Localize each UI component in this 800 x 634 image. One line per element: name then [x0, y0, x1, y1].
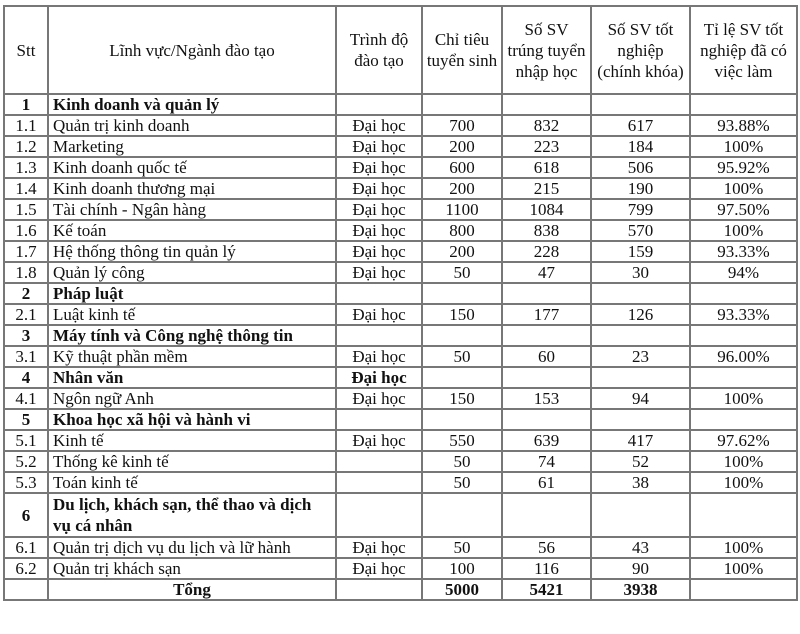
row-graduated: [591, 367, 690, 388]
total-stt: [4, 579, 48, 600]
row-employed-rate: 100%: [690, 388, 797, 409]
row-training-level: Đại học: [336, 346, 422, 367]
table-row: [4, 304, 797, 325]
row-admitted: 832: [502, 115, 591, 136]
row-admitted: 56: [502, 537, 591, 558]
row-graduated: 30: [591, 262, 690, 283]
total-quota: 5000: [422, 579, 502, 600]
row-graduated: 190: [591, 178, 690, 199]
row-stt: 1.2: [4, 136, 48, 157]
row-name: Tài chính - Ngân hàng: [48, 199, 336, 220]
table-row: [4, 115, 797, 136]
row-quota: 200: [422, 178, 502, 199]
group-header-row: [4, 367, 797, 388]
row-quota: 550: [422, 430, 502, 451]
row-graduated: 23: [591, 346, 690, 367]
row-quota: [422, 94, 502, 115]
row-stt: 1.6: [4, 220, 48, 241]
header-enrollment-quota: Chỉ tiêu tuyển sinh: [422, 6, 502, 94]
table-row: [4, 262, 797, 283]
row-stt: 4: [4, 367, 48, 388]
row-quota: [422, 493, 502, 537]
row-quota: 50: [422, 262, 502, 283]
table-row: [4, 220, 797, 241]
row-quota: 200: [422, 136, 502, 157]
row-name: Quản lý công: [48, 262, 336, 283]
row-training-level: Đại học: [336, 136, 422, 157]
row-graduated: 159: [591, 241, 690, 262]
row-training-level: Đại học: [336, 115, 422, 136]
row-quota: 50: [422, 451, 502, 472]
row-admitted: [502, 94, 591, 115]
row-name: Ngôn ngữ Anh: [48, 388, 336, 409]
row-name: Kinh doanh quốc tế: [48, 157, 336, 178]
row-training-level: [336, 451, 422, 472]
row-admitted: [502, 409, 591, 430]
row-graduated: 94: [591, 388, 690, 409]
row-stt: 6.1: [4, 537, 48, 558]
group-header-row: [4, 283, 797, 304]
row-name: Quản trị dịch vụ du lịch và lữ hành: [48, 537, 336, 558]
row-graduated: 506: [591, 157, 690, 178]
table-row: [4, 388, 797, 409]
row-employed-rate: 94%: [690, 262, 797, 283]
row-employed-rate: [690, 493, 797, 537]
row-training-level: [336, 493, 422, 537]
table-row: [4, 430, 797, 451]
row-quota: [422, 325, 502, 346]
table-row: [4, 178, 797, 199]
table-row: [4, 346, 797, 367]
row-admitted: 838: [502, 220, 591, 241]
row-quota: 150: [422, 388, 502, 409]
row-training-level: Đại học: [336, 558, 422, 579]
row-quota: 50: [422, 472, 502, 493]
total-graduated: 3938: [591, 579, 690, 600]
row-graduated: 43: [591, 537, 690, 558]
row-name: Toán kinh tế: [48, 472, 336, 493]
total-admitted: 5421: [502, 579, 591, 600]
row-admitted: 228: [502, 241, 591, 262]
row-name: Quản trị khách sạn: [48, 558, 336, 579]
total-employed-rate: [690, 579, 797, 600]
table-row: [4, 136, 797, 157]
row-admitted: 47: [502, 262, 591, 283]
row-quota: 50: [422, 537, 502, 558]
row-admitted: 74: [502, 451, 591, 472]
row-admitted: [502, 283, 591, 304]
row-training-level: Đại học: [336, 304, 422, 325]
row-training-level: Đại học: [336, 178, 422, 199]
row-employed-rate: [690, 409, 797, 430]
row-stt: 6.2: [4, 558, 48, 579]
row-stt: 4.1: [4, 388, 48, 409]
row-admitted: [502, 325, 591, 346]
row-training-level: [336, 409, 422, 430]
row-quota: 1100: [422, 199, 502, 220]
row-training-level: Đại học: [336, 430, 422, 451]
row-graduated: 417: [591, 430, 690, 451]
row-quota: 100: [422, 558, 502, 579]
row-quota: 600: [422, 157, 502, 178]
header-field-major: Lĩnh vực/Ngành đào tạo: [48, 6, 336, 94]
table-row: [4, 241, 797, 262]
table-body: [4, 94, 797, 579]
row-training-level: Đại học: [336, 157, 422, 178]
row-admitted: 116: [502, 558, 591, 579]
row-training-level: Đại học: [336, 241, 422, 262]
row-employed-rate: 100%: [690, 558, 797, 579]
row-stt: 5.3: [4, 472, 48, 493]
row-training-level: Đại học: [336, 262, 422, 283]
table-row: [4, 157, 797, 178]
row-employed-rate: 100%: [690, 220, 797, 241]
row-employed-rate: 97.50%: [690, 199, 797, 220]
row-employed-rate: [690, 367, 797, 388]
row-name: Kỹ thuật phần mềm: [48, 346, 336, 367]
total-row: [4, 579, 797, 600]
row-training-level: [336, 94, 422, 115]
row-stt: 5: [4, 409, 48, 430]
row-graduated: 126: [591, 304, 690, 325]
group-header-row: [4, 94, 797, 115]
row-name: Kế toán: [48, 220, 336, 241]
row-training-level: [336, 283, 422, 304]
row-employed-rate: 96.00%: [690, 346, 797, 367]
row-training-level: Đại học: [336, 199, 422, 220]
total-level: [336, 579, 422, 600]
row-quota: [422, 409, 502, 430]
row-employed-rate: 97.62%: [690, 430, 797, 451]
row-stt: 6: [4, 493, 48, 537]
row-graduated: [591, 493, 690, 537]
row-name: Kinh tế: [48, 430, 336, 451]
row-admitted: 639: [502, 430, 591, 451]
row-name: Kinh doanh và quản lý: [48, 94, 336, 115]
group-header-row: [4, 493, 797, 537]
row-employed-rate: 93.88%: [690, 115, 797, 136]
table-row: [4, 472, 797, 493]
table-row: [4, 451, 797, 472]
row-training-level: [336, 325, 422, 346]
row-graduated: [591, 94, 690, 115]
row-employed-rate: 100%: [690, 136, 797, 157]
row-stt: 3.1: [4, 346, 48, 367]
row-graduated: [591, 283, 690, 304]
group-header-row: [4, 325, 797, 346]
row-employed-rate: 100%: [690, 537, 797, 558]
row-stt: 1.8: [4, 262, 48, 283]
row-graduated: 38: [591, 472, 690, 493]
row-graduated: 799: [591, 199, 690, 220]
row-quota: 700: [422, 115, 502, 136]
row-admitted: [502, 367, 591, 388]
row-admitted: 177: [502, 304, 591, 325]
row-quota: [422, 283, 502, 304]
row-admitted: 223: [502, 136, 591, 157]
row-training-level: Đại học: [336, 367, 422, 388]
table-row: [4, 199, 797, 220]
row-stt: 2: [4, 283, 48, 304]
row-stt: 1.4: [4, 178, 48, 199]
row-employed-rate: 95.92%: [690, 157, 797, 178]
row-name: Thống kê kinh tế: [48, 451, 336, 472]
row-stt: 1.3: [4, 157, 48, 178]
row-quota: 200: [422, 241, 502, 262]
row-employed-rate: 100%: [690, 178, 797, 199]
row-name: Quản trị kinh doanh: [48, 115, 336, 136]
header-stt: Stt: [4, 6, 48, 94]
row-admitted: [502, 493, 591, 537]
row-admitted: 1084: [502, 199, 591, 220]
row-stt: 1.7: [4, 241, 48, 262]
row-admitted: 61: [502, 472, 591, 493]
row-name: Luật kinh tế: [48, 304, 336, 325]
table-row: [4, 558, 797, 579]
group-header-row: [4, 409, 797, 430]
row-name: Du lịch, khách sạn, thể thao và dịch vụ cá nhân: [48, 493, 336, 537]
row-graduated: 617: [591, 115, 690, 136]
table-header-row: [4, 6, 797, 94]
row-stt: 5.1: [4, 430, 48, 451]
row-employed-rate: [690, 94, 797, 115]
row-graduated: [591, 409, 690, 430]
row-employed-rate: 100%: [690, 451, 797, 472]
row-training-level: Đại học: [336, 220, 422, 241]
row-name: Pháp luật: [48, 283, 336, 304]
row-graduated: 184: [591, 136, 690, 157]
row-employed-rate: [690, 325, 797, 346]
row-employed-rate: 93.33%: [690, 241, 797, 262]
header-admitted-students: Số SV trúng tuyển nhập học: [502, 6, 591, 94]
row-training-level: Đại học: [336, 388, 422, 409]
table-row: [4, 537, 797, 558]
row-stt: 1: [4, 94, 48, 115]
row-name: Nhân văn: [48, 367, 336, 388]
row-training-level: [336, 472, 422, 493]
row-name: Máy tính và Công nghệ thông tin: [48, 325, 336, 346]
total-label: Tổng: [48, 579, 336, 600]
row-admitted: 60: [502, 346, 591, 367]
header-training-level: Trình độ đào tạo: [336, 6, 422, 94]
training-statistics-table: [3, 5, 798, 601]
row-graduated: 52: [591, 451, 690, 472]
row-stt: 2.1: [4, 304, 48, 325]
row-name: Khoa học xã hội và hành vi: [48, 409, 336, 430]
row-name: Marketing: [48, 136, 336, 157]
row-quota: [422, 367, 502, 388]
row-name: Kinh doanh thương mại: [48, 178, 336, 199]
row-stt: 5.2: [4, 451, 48, 472]
row-employed-rate: 93.33%: [690, 304, 797, 325]
row-employed-rate: 100%: [690, 472, 797, 493]
row-quota: 800: [422, 220, 502, 241]
header-graduated-students: Số SV tốt nghiệp (chính khóa): [591, 6, 690, 94]
header-employment-rate: Tỉ lệ SV tốt nghiệp đã có việc làm: [690, 6, 797, 94]
row-graduated: [591, 325, 690, 346]
row-admitted: 618: [502, 157, 591, 178]
row-quota: 50: [422, 346, 502, 367]
row-stt: 1.5: [4, 199, 48, 220]
row-stt: 3: [4, 325, 48, 346]
row-graduated: 90: [591, 558, 690, 579]
row-admitted: 215: [502, 178, 591, 199]
row-stt: 1.1: [4, 115, 48, 136]
row-quota: 150: [422, 304, 502, 325]
row-admitted: 153: [502, 388, 591, 409]
row-graduated: 570: [591, 220, 690, 241]
row-name: Hệ thống thông tin quản lý: [48, 241, 336, 262]
row-training-level: Đại học: [336, 537, 422, 558]
row-employed-rate: [690, 283, 797, 304]
